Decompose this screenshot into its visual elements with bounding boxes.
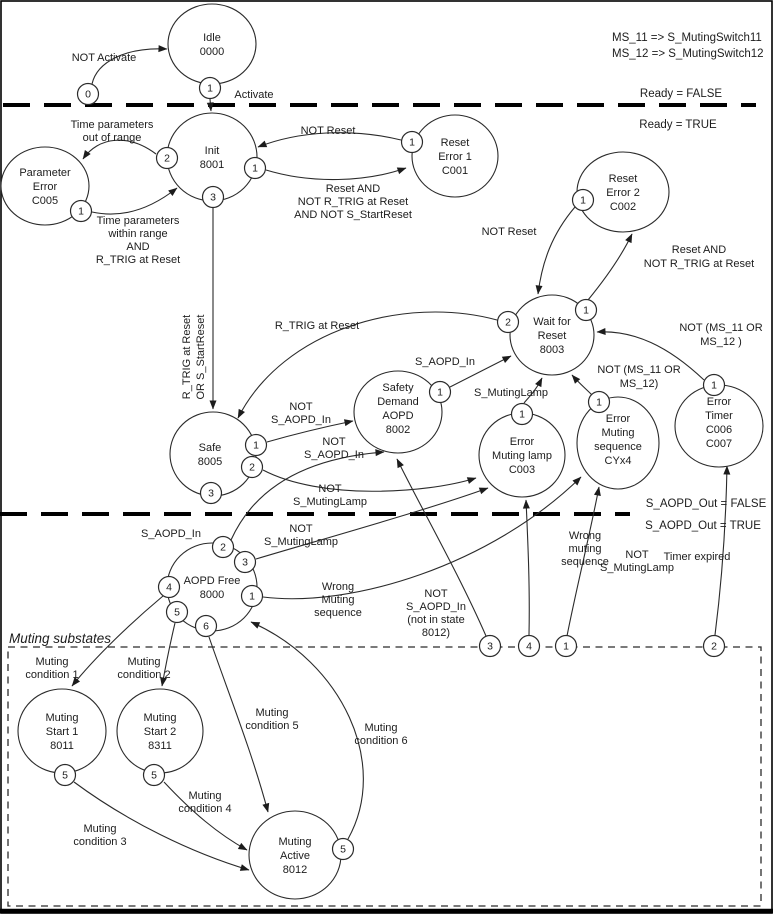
label-timer-expired: Timer expired	[663, 551, 731, 563]
port-init-3	[203, 187, 224, 208]
label-muting-condition-2: Muting condition 2	[117, 656, 171, 681]
port-muting-start1-5	[55, 765, 76, 786]
label-not-aopd-safe1: NOT S_AOPD_In	[271, 401, 331, 426]
label-not-lamp-substates: NOT S_MutingLamp	[600, 549, 674, 574]
label-time-out-of-range: Time parameters out of range	[70, 119, 154, 144]
port-free-5	[167, 602, 188, 623]
state-error-timer	[675, 385, 763, 467]
svg-text:2: 2	[249, 461, 255, 474]
annotation-ready-true: Ready = TRUE	[639, 119, 717, 131]
label-rtrig-or-startreset-line1: R_TRIG at Reset	[181, 314, 193, 400]
label-not-activate: NOT Activate	[71, 52, 137, 64]
label-time-within-range: Time parameters within range AND R_TRIG at Reset	[95, 215, 181, 266]
port-seq-1	[589, 392, 610, 413]
port-muting-start2-5	[144, 765, 165, 786]
svg-text:1: 1	[711, 379, 717, 392]
svg-text:1: 1	[437, 386, 443, 399]
svg-text:2: 2	[220, 541, 226, 554]
svg-text:1: 1	[207, 82, 213, 95]
svg-text:2: 2	[505, 316, 511, 329]
svg-text:ResetError 2C002: Reset Error 2 C002	[606, 173, 640, 213]
svg-text:Wait forReset8003: Wait for Reset 8003	[533, 316, 571, 356]
svg-text:5: 5	[340, 843, 346, 856]
label-wrong-muting-free: Wrong Muting sequence	[314, 581, 362, 619]
state-reset-error-1	[412, 115, 498, 197]
svg-text:ErrorMutingsequenceCYx4: Error Muting sequence CYx4	[594, 413, 642, 467]
svg-text:3: 3	[208, 487, 214, 500]
svg-text:3: 3	[242, 556, 248, 569]
state-muting-active	[249, 811, 341, 899]
label-not-aopd-substates: NOT S_AOPD_In (not in state 8012)	[406, 588, 466, 639]
label-s-aopd-in-free: S_AOPD_In	[141, 528, 201, 540]
port-idle-1	[200, 78, 221, 99]
port-lamp-1	[512, 404, 533, 425]
port-wait-1	[576, 300, 597, 321]
svg-text:1: 1	[583, 304, 589, 317]
svg-text:2: 2	[711, 640, 717, 653]
port-safe-3	[201, 483, 222, 504]
label-not-reset-init: NOT Reset	[300, 125, 356, 137]
port-substates-1	[556, 636, 577, 657]
label-rtrig-at-reset: R_TRIG at Reset	[274, 320, 360, 332]
svg-text:Init8001: Init 8001	[199, 145, 225, 171]
port-substates-4	[519, 636, 540, 657]
port-substates-3	[480, 636, 501, 657]
label-muting-condition-4: Muting condition 4	[178, 790, 232, 815]
annotation-aopd-out-true: S_AOPD_Out = TRUE	[645, 520, 761, 532]
label-s-mutinglamp-wfr: S_MutingLamp	[474, 387, 548, 399]
port-free-4	[159, 577, 180, 598]
svg-text:5: 5	[174, 606, 180, 619]
svg-text:1: 1	[409, 136, 415, 149]
svg-text:ParameterErrorC005: Parameter Error C005	[19, 167, 71, 207]
port-free-1	[242, 586, 263, 607]
port-init-1	[245, 158, 266, 179]
svg-text:ErrorTimerC006C007: Error Timer C006 C007	[705, 396, 733, 450]
annotation-ready-false: Ready = FALSE	[639, 88, 723, 100]
state-error-muting-lamp	[479, 413, 565, 497]
port-param-error-1	[71, 201, 92, 222]
port-init-2	[157, 148, 178, 169]
label-not-aopd-free2: NOT S_AOPD_In	[304, 436, 364, 461]
port-substates-2	[704, 636, 725, 657]
svg-text:MutingStart 18011: Muting Start 1 8011	[45, 712, 79, 752]
port-free-6	[196, 616, 217, 637]
svg-text:Idle0000: Idle 0000	[199, 32, 225, 58]
svg-text:1: 1	[249, 590, 255, 603]
port-demand-1	[430, 382, 451, 403]
annotation-muting-substates: Muting substates	[9, 631, 112, 646]
state-idle	[168, 4, 256, 84]
state-safety-demand-aopd	[354, 371, 442, 453]
label-not-reset-wfr: NOT Reset	[481, 226, 537, 238]
port-timer-1	[704, 375, 725, 396]
svg-text:MutingStart 28311: Muting Start 2 8311	[143, 712, 177, 752]
svg-text:5: 5	[151, 769, 157, 782]
port-wait-2	[498, 312, 519, 333]
svg-text:ErrorMuting lampC003: Error Muting lamp C003	[492, 436, 552, 476]
port-start-0	[78, 84, 99, 105]
label-not-lamp-safe2: NOT S_MutingLamp	[293, 483, 367, 508]
state-reset-error-2	[577, 152, 669, 232]
svg-text:SafetyDemandAOPD8002: Safety Demand AOPD 8002	[377, 382, 419, 436]
label-reset-no-rtrig: Reset AND NOT R_TRIG at Reset AND NOT S_StartReset	[294, 183, 412, 221]
svg-text:1: 1	[252, 162, 258, 175]
label-activate: Activate	[234, 89, 274, 101]
port-safe-1	[246, 435, 267, 456]
label-muting-condition-1: Muting condition 1	[25, 656, 79, 681]
port-free-2	[213, 537, 234, 558]
label-muting-condition-6: Muting condition 6	[354, 722, 408, 747]
annotation-aopd-out-false: S_AOPD_Out = FALSE	[645, 498, 767, 510]
label-s-aopd-in-wfr: S_AOPD_In	[415, 356, 475, 368]
label-muting-condition-5: Muting condition 5	[245, 707, 299, 732]
svg-text:3: 3	[487, 640, 493, 653]
port-reset-error1-1	[402, 132, 423, 153]
port-reset-error2-1	[573, 190, 594, 211]
svg-text:MutingActive8012: Muting Active 8012	[278, 836, 312, 876]
svg-text:ResetError 1C001: Reset Error 1 C001	[438, 137, 472, 177]
state-muting-start-2	[117, 689, 203, 773]
svg-text:2: 2	[164, 152, 170, 165]
svg-text:6: 6	[203, 620, 209, 633]
state-muting-start-1	[18, 689, 106, 773]
state-error-muting-sequence	[577, 397, 659, 489]
svg-text:1: 1	[580, 194, 586, 207]
svg-text:3: 3	[210, 191, 216, 204]
label-not-ms-timer: NOT (MS_11 OR MS_12 )	[679, 322, 763, 348]
label-not-lamp-free3: NOT S_MutingLamp	[264, 523, 338, 548]
port-muting-active-5	[333, 839, 354, 860]
svg-text:1: 1	[563, 640, 569, 653]
svg-text:1: 1	[78, 205, 84, 218]
svg-text:1: 1	[253, 439, 259, 452]
label-wrong-muting-substates: Wrong muting sequence	[561, 530, 609, 568]
svg-text:Safe8005: Safe 8005	[197, 442, 223, 468]
label-muting-condition-3: Muting condition 3	[73, 823, 127, 848]
svg-text:1: 1	[596, 396, 602, 409]
svg-text:4: 4	[526, 640, 532, 653]
label-rtrig-or-startreset-line2: OR S_StartReset	[195, 314, 207, 400]
port-safe-2	[242, 457, 263, 478]
port-free-3	[235, 552, 256, 573]
svg-text:1: 1	[519, 408, 525, 421]
annotation-switch-mapping: MS_11 => S_MutingSwitch11 MS_12 => S_MutingSwitch12	[612, 32, 764, 60]
svg-text:AOPD Free8000: AOPD Free 8000	[183, 575, 241, 601]
svg-text:5: 5	[62, 769, 68, 782]
label-not-ms-seq: NOT (MS_11 OR MS_12)	[597, 364, 681, 390]
label-reset-and-not-rtrig: Reset AND NOT R_TRIG at Reset	[643, 244, 755, 270]
svg-text:0: 0	[85, 88, 91, 101]
svg-text:4: 4	[166, 581, 172, 594]
